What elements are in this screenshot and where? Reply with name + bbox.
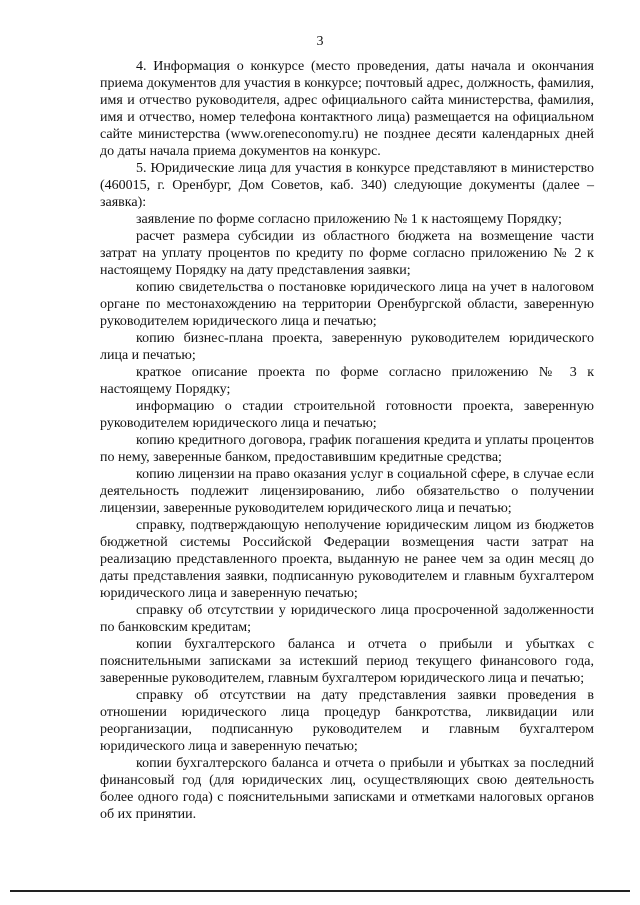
list-item-balance-sheet-last-year: копии бухгалтерского баланса и отчета о прибыли и убытках за последний финансовый год (для юридических лиц, осуществляющих свою деятельность более одного года) с пояснительными записками и отметками налоговых органов об их принятии. [100,756,594,822]
list-item-tax-registration-copy: копию свидетельства о постановке юридического лица на учет в налоговом органе по местонахождению на территории Оренбургской области, заверенную руководителем юридического лица и печатью; [100,280,594,329]
paragraph-documents-list-intro: 5. Юридические лица для участия в конкурсе представляют в министерство (460015, г. Оренбург, Дом Советов, каб. 340) следующие документы (далее – заявка): [100,161,594,210]
list-item-construction-readiness: информацию о стадии строительной готовности проекта, заверенную руководителем юридического лица и печатью; [100,399,594,431]
list-item-no-budget-reimbursement: справку, подтверждающую неполучение юридическим лицом из бюджетов бюджетной системы Российской Федерации возмещения части затрат на реализацию представленного проекта, выданную не ранее чем за один месяц до даты представления заявки, подписанную руководителем и главным бухгалтером юридического лица и заверенную печатью; [100,518,594,601]
list-item-credit-agreement-copy: копию кредитного договора, график погашения кредита и уплаты процентов по нему, заверенные банком, предоставившим кредитные средства; [100,433,594,465]
bottom-divider [10,890,630,892]
document-body [100,58,594,823]
list-item-subsidy-calculation: расчет размера субсидии из областного бюджета на возмещение части затрат на уплату процентов по кредиту по форме согласно приложению № 2 к настоящему Порядку на дату представления заявки; [100,229,594,278]
paragraph-info-about-contest: 4. Информация о конкурсе (место проведения, даты начала и окончания приема документов для участия в конкурсе; почтовый адрес, должность, фамилия, имя и отчество руководителя, адрес официального сайта министерства, фамилия, имя и отчество, номер телефона контактного лица) размещается на официальном сайте министерства (www.oreneconomy.ru) не позднее десяти календарных дней до даты начала приема документов на конкурс. [100,59,594,159]
list-item-business-plan-copy: копию бизнес-плана проекта, заверенную руководителем юридического лица и печатью; [100,331,594,363]
list-item-no-overdue-debt: справку об отсутствии у юридического лица просроченной задолженности по банковским кредитам; [100,603,594,635]
list-item-balance-sheet-current: копии бухгалтерского баланса и отчета о прибыли и убытках с пояснительными записками за истекший период текущего финансового года, заверенные руководителем, главным бухгалтером юридического лица и печатью; [100,637,594,686]
list-item-project-description: краткое описание проекта по форме согласно приложению № 3 к настоящему Порядку; [100,365,594,397]
list-item-license-copy: копию лицензии на право оказания услуг в социальной сфере, в случае если деятельность подлежит лицензированию, либо обязательство о получении лицензии, заверенные руководителем юридического лица и печатью; [100,467,594,516]
list-item-no-bankruptcy: справку об отсутствии на дату представления заявки проведения в отношении юридического лица процедур банкротства, ликвидации или реорганизации, подписанную руководителем и главным бухгалтером юридического лица и заверенную печатью; [100,688,594,754]
page-number: 3 [316,34,324,49]
list-item-application: заявление по форме согласно приложению № 1 к настоящему Порядку; [136,212,562,227]
